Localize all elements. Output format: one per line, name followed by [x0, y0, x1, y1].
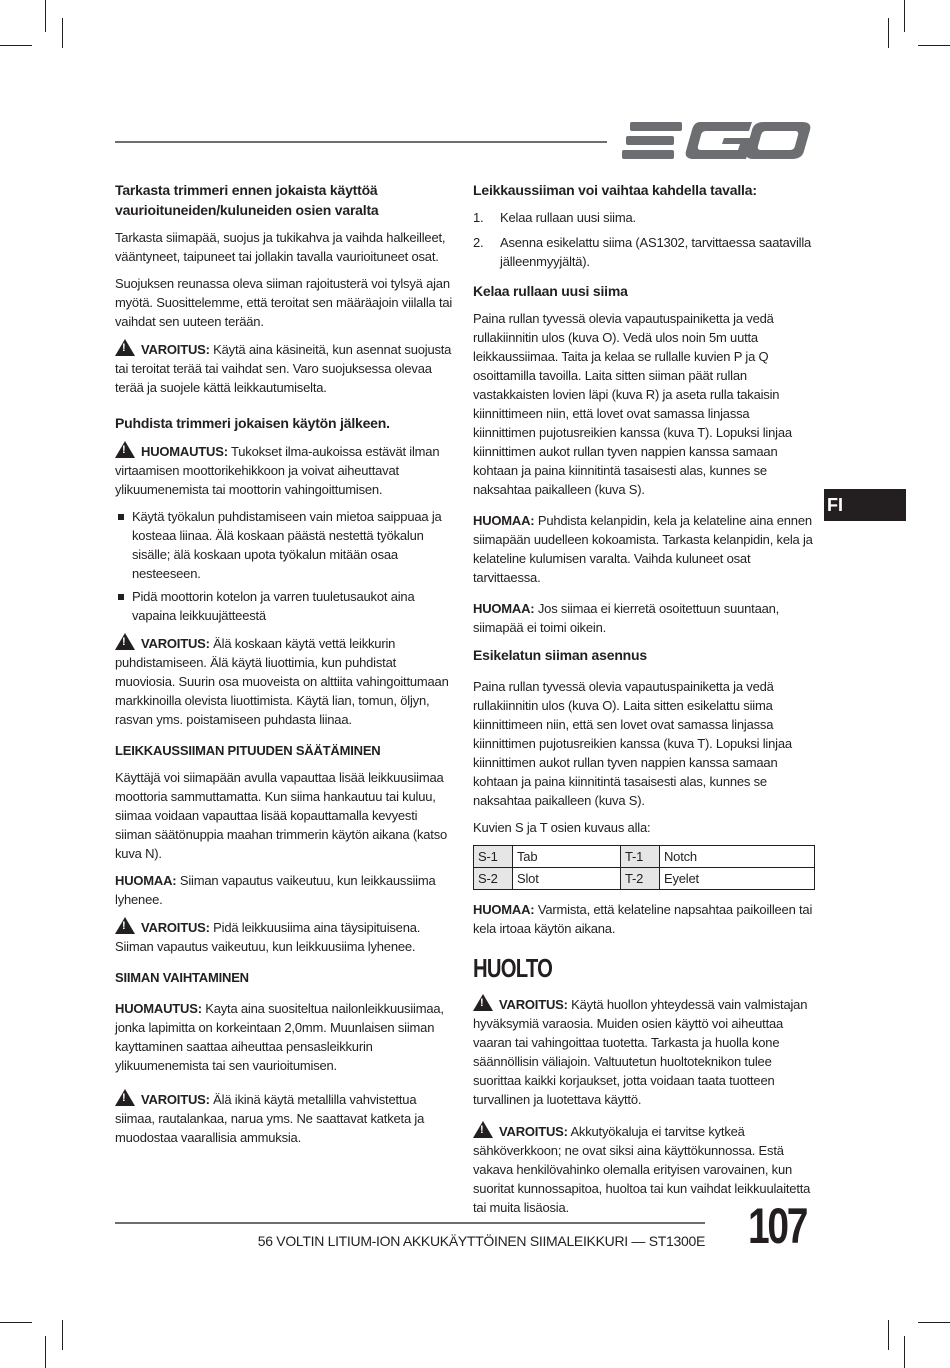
warning-label: VAROITUS: — [141, 1092, 210, 1107]
table-cell: T-1 — [620, 846, 659, 868]
parts-table — [473, 845, 815, 890]
notice-text: Tukokset ilma-aukoissa estävät ilman virtaamisen moottorikehikkoon ja voivat aiheuttavat ylikuumenemista tai moottorin vahingoittumisen. — [115, 444, 440, 497]
warning-triangle-icon — [115, 441, 135, 458]
table-cell: Tab — [513, 846, 621, 868]
list-number: 2. — [473, 235, 484, 250]
notice-label: HUOMAA: — [473, 601, 535, 616]
notice-text: Jos siimaa ei kierretä osoitettuun suuntaan, siimapää ei toimi oikein. — [473, 601, 780, 635]
ego-logo-icon — [622, 116, 812, 164]
notice-text: Varmista, että kelateline napsahtaa paikoilleen tai kela irtoaa käytön aikana. — [473, 902, 813, 936]
header-rule — [115, 141, 607, 143]
heading-prewound: Esikelatun siiman asennus — [473, 647, 647, 663]
warning-triangle-icon — [115, 1089, 135, 1106]
warning-block — [115, 339, 453, 397]
warning-label: VAROITUS: — [141, 342, 210, 357]
paragraph: Suojuksen reunassa oleva siiman rajoitusterä voi tylsyä ajan myötä. Suosittelemme, että teroitat sen määräajoin viilalla tai vaihdat sen uuteen terään. — [115, 276, 453, 329]
crop-mark — [0, 45, 32, 46]
list-number: 1. — [473, 210, 484, 225]
heading-clean: Puhdista trimmeri jokaisen käytön jälkeen. — [115, 415, 390, 431]
warning-text: Älä koskaan käytä vettä leikkurin puhdistamiseen. Älä käytä liuottimia, kun puhdistat muoviosia. Suurin osa muoveista on alttiita vahingoittumaan markkinoilla olevista liuottimista. Käytä lian, tomun, öljyn, rasvan yms. poistamiseen puhdasta liinaa. — [115, 636, 449, 727]
notice-text: Siiman vapautus vaikeutuu, kun leikkaussiima lyhenee. — [115, 873, 436, 907]
paragraph: Tarkasta siimapää, suojus ja tukikahva ja vaihda halkeilleet, vääntyneet, taipuneet tai jollakin tavalla vaurioituneet osat. — [115, 230, 446, 264]
notice-block — [473, 900, 815, 938]
language-tab — [824, 489, 906, 521]
table-cell: Notch — [659, 846, 814, 868]
crop-mark — [904, 1336, 905, 1368]
warning-label: VAROITUS: — [141, 920, 210, 935]
crop-mark — [45, 1336, 46, 1368]
notice-label: HUOMAUTUS: — [141, 444, 228, 459]
table-row — [474, 868, 815, 890]
notice-block — [115, 999, 453, 1075]
page-number: 107 — [748, 1198, 807, 1254]
notice-text: Kayta aina suositeltua nailonleikkuusiimaa, jonka lapimitta on korkeintaan 2,0mm. Muunlaisen siiman kayttaminen saattaa aiheuttaa pensasleikkurin ylikuumenemista tai sen vaurioitumisen. — [115, 1001, 444, 1073]
list-item: Käytä työkalun puhdistamiseen vain mietoa saippuaa ja kosteaa liinaa. Älä koskaan päästä nestettä työkalun sisälle; älä koskaan upota työkalun mitään osaa nesteeseen. — [115, 507, 453, 583]
crop-mark — [918, 1322, 950, 1323]
warning-text: Älä ikinä käytä metallilla vahvistettua siimaa, rautalankaa, narua yms. Ne saattavat katketa ja muodostaa vaarallisia ammuksia. — [115, 1092, 425, 1145]
crop-mark — [0, 1322, 32, 1323]
numbered-list — [473, 208, 815, 271]
notice-label: HUOMAA: — [115, 873, 177, 888]
bullet-list — [115, 507, 453, 625]
warning-label: VAROITUS: — [499, 997, 568, 1012]
warning-block — [115, 1089, 453, 1147]
warning-block — [473, 994, 815, 1109]
warning-label: VAROITUS: — [141, 636, 210, 651]
paragraph: Paina rullan tyvessä olevia vapautuspainiketta ja vedä rullakiinnitin ulos (kuva O). Vedä ulos noin 5m uutta leikkaussiimaa. Taita ja kelaa se rullalle kuvien P ja Q osoittamilla tavoilla. Laita sitten siiman päät rullan vastakkaisten lovien läpi (kuva R) ja aseta rulla takaisin kiinnittimeen niin, että lovet ovat samassa linjassa kiinnittimen pujotusreikien kanssa (kuva T). Lopuksi linjaa kiinnittimen aukot rullan tyven nappien kanssa samaan kohtaan ja paina kiinnitintä tasaisesti alas, kunnes se naksahtaa paikalleen (kuva S). — [473, 311, 792, 497]
notice-label: HUOMAUTUS: — [115, 1001, 202, 1016]
notice-text: Puhdista kelanpidin, kela ja kelateline aina ennen siimapään uudelleen kokoamista. Tarkasta kelanpidin, kela ja kelateline kulumisen varalta. Vaihda kuluneet osat tarvittaessa. — [473, 513, 813, 585]
table-cell: T-2 — [620, 868, 659, 890]
left-column — [115, 180, 453, 1155]
table-cell: Slot — [513, 868, 621, 890]
heading-line-replace: SIIMAN VAIHTAMINEN — [115, 970, 249, 985]
brand-logo — [622, 116, 812, 164]
crop-mark — [62, 1320, 63, 1350]
warning-block — [115, 917, 453, 956]
warning-block — [115, 633, 453, 729]
notice-block — [473, 599, 815, 637]
crop-mark — [45, 0, 46, 32]
crop-mark — [918, 45, 950, 46]
warning-triangle-icon — [473, 1121, 493, 1138]
table-cell: S-1 — [474, 846, 513, 868]
paragraph: Käyttäjä voi siimapään avulla vapauttaa lisää leikkuusiimaa moottoria sammuttamatta. Kun siima hankautuu tai kuluu, siimaa voidaan vapauttaa lisää kopauttamalla kevyesti siiman säätönuppia maahan trimmerin käytön aikana (katso kuva N). — [115, 770, 448, 861]
heading-wind-new: Kelaa rullaan uusi siima — [473, 283, 628, 299]
crop-mark — [904, 0, 905, 32]
crop-mark — [62, 18, 63, 48]
right-column — [473, 180, 815, 1225]
crop-mark — [888, 1320, 889, 1350]
footer-text: 56 VOLTIN LITIUM-ION AKKUKÄYTTÖINEN SIIMALEIKKURI — ST1300E — [257, 1233, 705, 1249]
table-row — [474, 846, 815, 868]
paragraph: Kuvien S ja T osien kuvaus alla: — [473, 820, 651, 835]
warning-label: VAROITUS: — [499, 1124, 568, 1139]
list-item — [473, 233, 815, 271]
warning-text: Käytä aina käsineitä, kun asennat suojusta tai teroitat terää tai vaihdat sen. Varo suojuksessa olevaa terää ja suojele kättä leikkautumiselta. — [115, 342, 452, 395]
warning-triangle-icon — [115, 917, 135, 934]
language-tab-label: FI — [827, 495, 843, 515]
list-item — [473, 208, 815, 227]
footer-rule — [115, 1222, 705, 1224]
warning-text: Pidä leikkuusiima aina täysipituisena. Siiman vapautus vaikeutuu, kun leikkuusiima lyhenee. — [115, 920, 421, 954]
notice-block — [115, 441, 453, 499]
notice-label: HUOMAA: — [473, 902, 535, 917]
warning-text: Akkutyökaluja ei tarvitse kytkeä sähköverkkoon; ne ovat siksi aina käyttökunnossa. Estä vakava henkilövahinko olemalla erityisen varovainen, kun suoritat kunnossapitoa, huoltoa tai kun vaihdat leikkuulaitetta tai muita lisäosia. — [473, 1124, 811, 1215]
list-text: Kelaa rullaan uusi siima. — [500, 210, 636, 225]
paragraph: Paina rullan tyvessä olevia vapautuspainiketta ja vedä rullakiinnitin ulos (kuva O). Laita sitten esikelattu siima kiinnittimeen niin, että sen lovet ovat samassa linjassa kiinnittimen pujotusreikien kanssa (kuva T). Lopuksi linjaa kiinnittimen aukot rullan tyven nappien kanssa samaan kohtaan ja paina kiinnitintä tasaisesti alas, kunnes se naksahtaa paikalleen (kuva S). — [473, 679, 792, 808]
warning-triangle-icon — [473, 994, 493, 1011]
list-item: Pidä moottorin kotelon ja varren tuuletusaukot aina vapaina leikkuujätteestä — [115, 587, 453, 625]
table-cell: S-2 — [474, 868, 513, 890]
notice-label: HUOMAA: — [473, 513, 535, 528]
heading-two-ways: Leikkaussiiman voi vaihtaa kahdella tavalla: — [473, 182, 757, 198]
heading-line-length: LEIKKAUSSIIMAN PITUUDEN SÄÄTÄMINEN — [115, 743, 381, 758]
crop-mark — [888, 18, 889, 48]
table-cell: Eyelet — [659, 868, 814, 890]
warning-triangle-icon — [115, 633, 135, 650]
section-title-huolto: HUOLTO — [473, 953, 553, 983]
warning-text: Käytä huollon yhteydessä vain valmistajan hyväksymiä varaosia. Muiden osien käyttö voi aiheuttaa vaaran tai vahingoittaa tuotetta. Tarkasta ja huolla kone säännöllisin väliajoin. Valtuutetun huoltoteknikon tulee suorittaa kaikki korjaukset, jotta voidaan taata tuotteen turvallinen ja luotettava käyttö. — [473, 997, 808, 1107]
list-text: Asenna esikelattu siima (AS1302, tarvittaessa saatavilla jälleenmyyjältä). — [500, 235, 812, 269]
heading-inspect: Tarkasta trimmeri ennen jokaista käyttöä vaurioituneiden/kuluneiden osien varalta — [115, 182, 379, 218]
warning-triangle-icon — [115, 339, 135, 356]
notice-block — [115, 871, 453, 909]
notice-block — [473, 511, 815, 587]
